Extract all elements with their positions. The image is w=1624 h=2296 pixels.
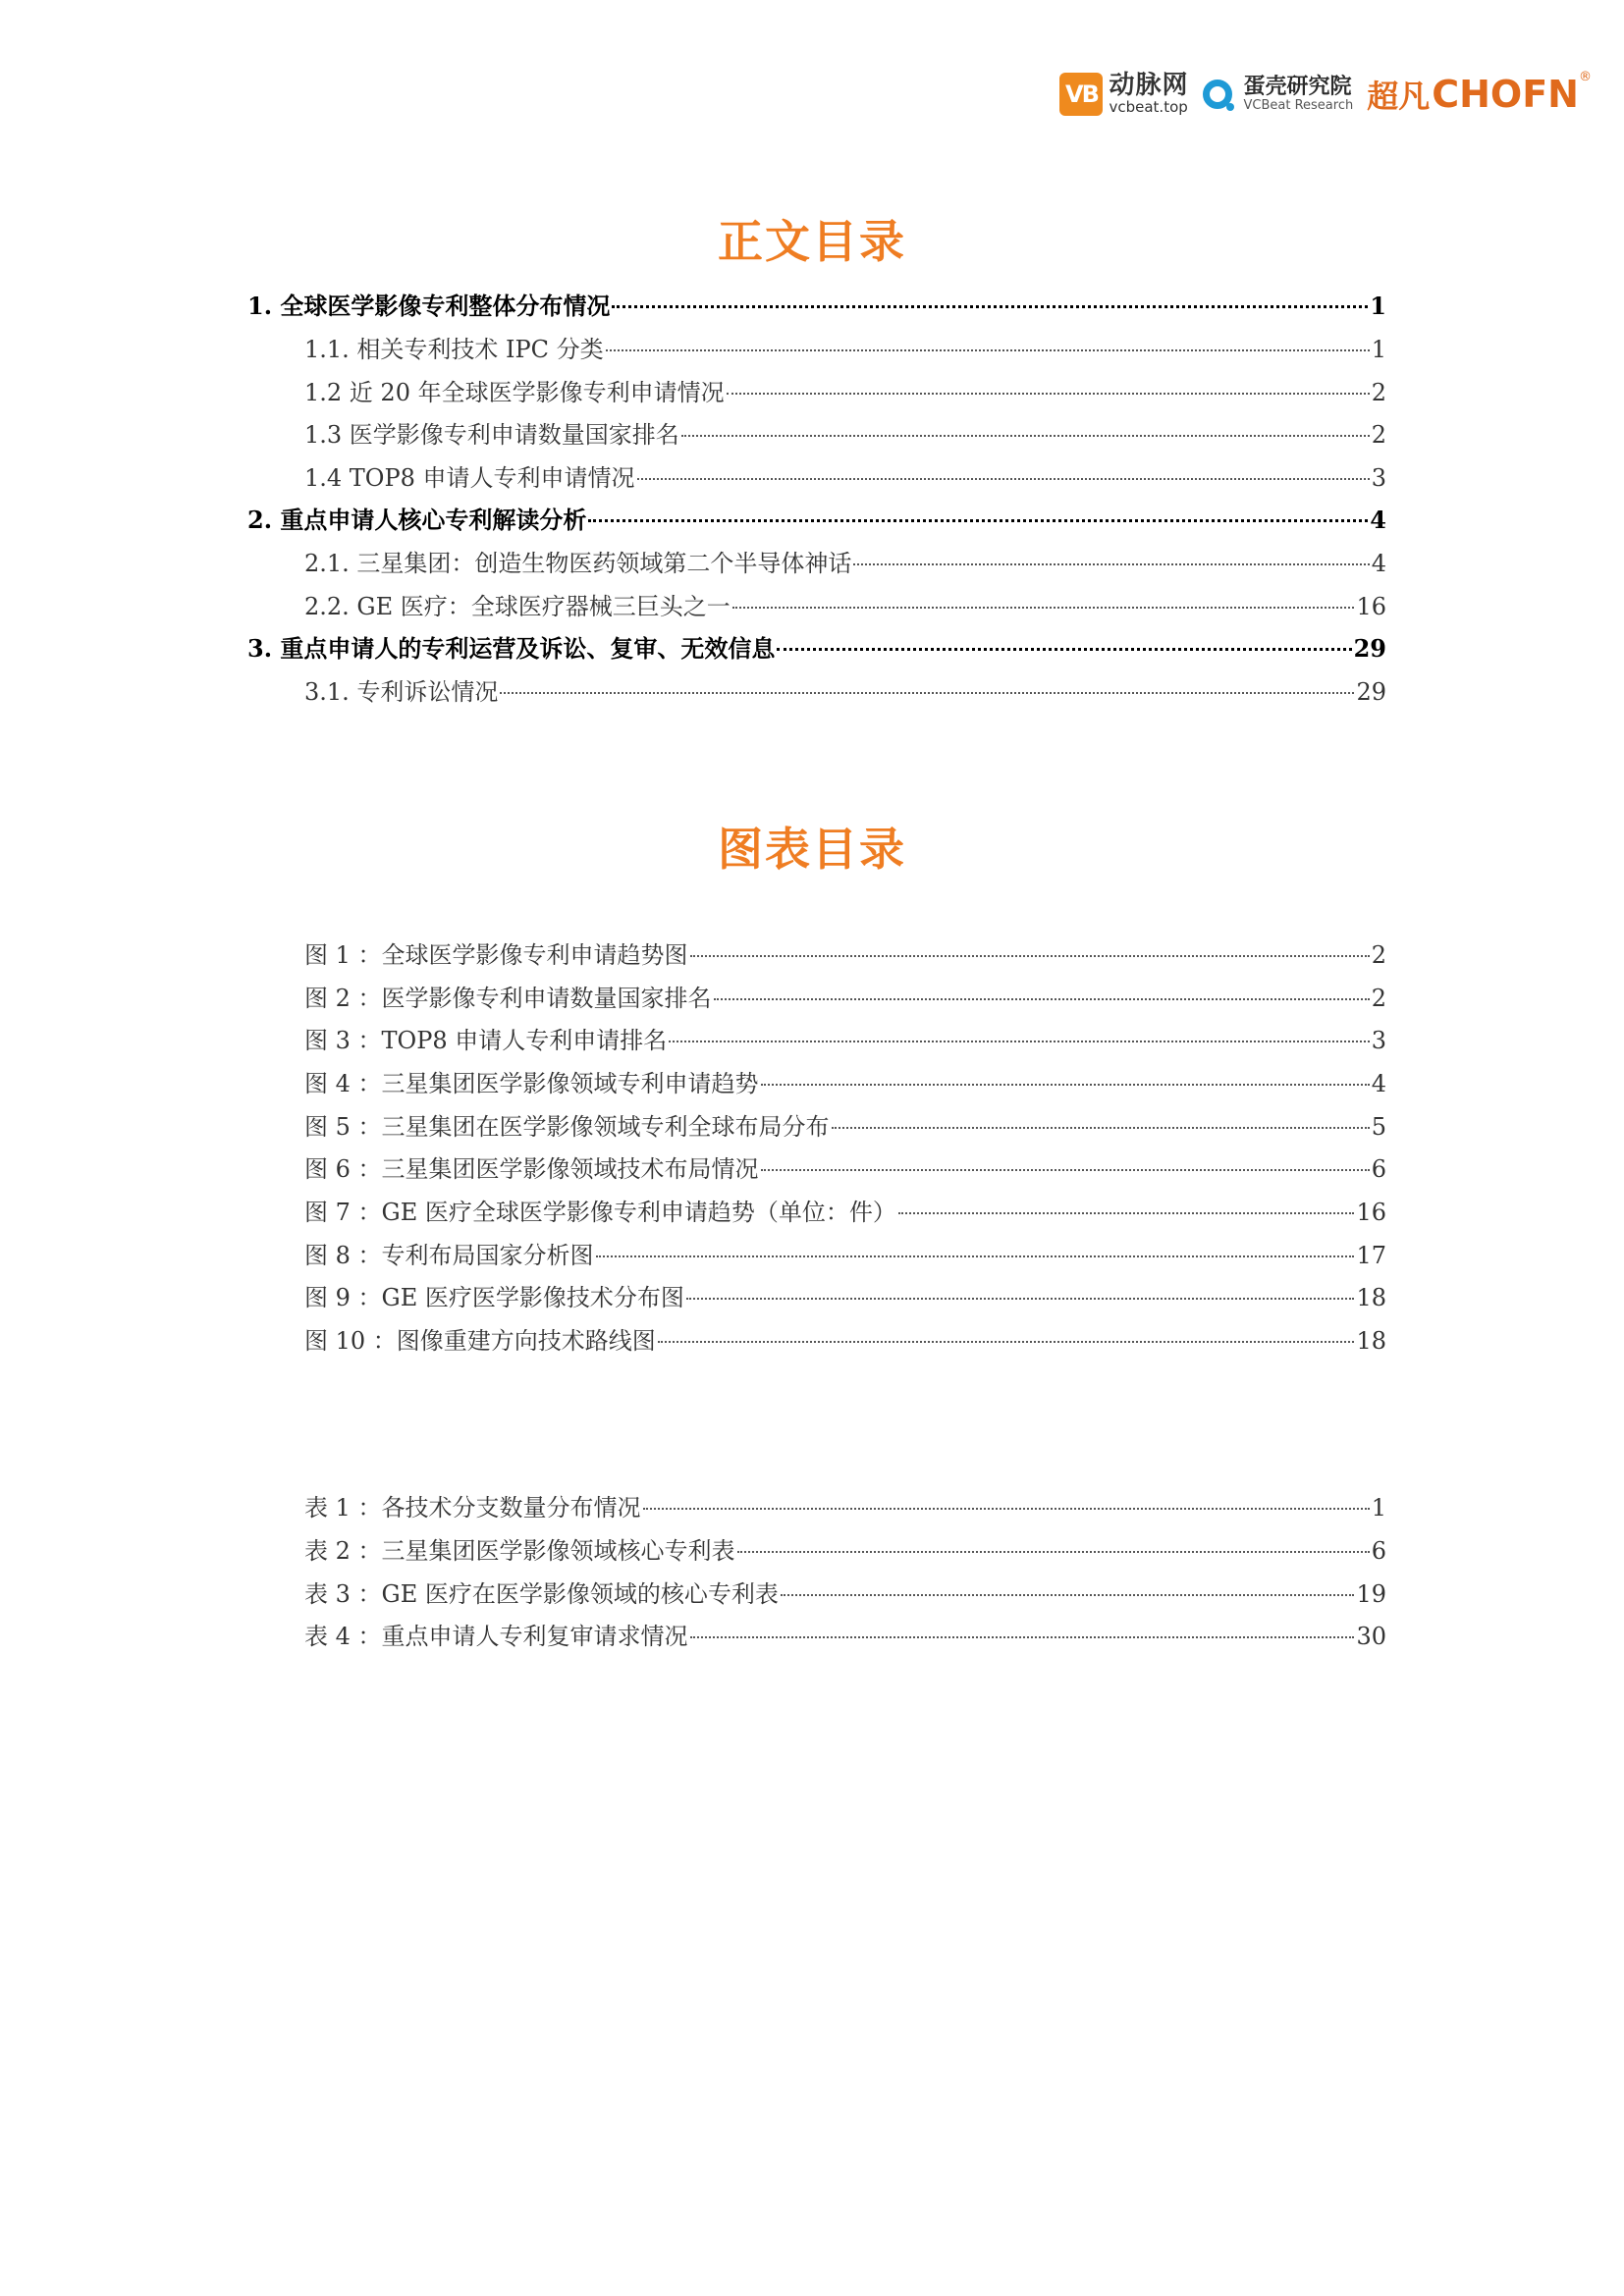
figure-entry-label: 图 9 ：GE 医疗医学影像技术分布图 xyxy=(304,1284,684,1311)
figure-entry[interactable] xyxy=(304,1321,1386,1361)
figure-entry-page: 18 xyxy=(1356,1284,1386,1311)
main-toc-title: 正文目录 xyxy=(718,215,906,268)
toc-entry[interactable] xyxy=(247,629,1386,668)
toc-entry-page: 2 xyxy=(1371,379,1386,406)
figure-entry[interactable] xyxy=(304,1064,1386,1103)
figure-entry-page: 2 xyxy=(1371,941,1386,969)
leader-dots xyxy=(690,955,1370,957)
toc-entry-page: 1 xyxy=(1370,292,1386,320)
figure-entry[interactable] xyxy=(304,979,1386,1018)
toc-entry[interactable] xyxy=(304,544,1386,583)
leader-dots xyxy=(832,1127,1370,1129)
toc-entry-label: 1.2 近 20 年全球医学影像专利申请情况 xyxy=(304,379,725,406)
leader-dots xyxy=(637,478,1370,480)
figure-entry-page: 16 xyxy=(1356,1199,1386,1226)
table-entry-page: 6 xyxy=(1371,1537,1386,1565)
chofn-name-cn: 超凡 xyxy=(1367,78,1431,115)
figure-entry[interactable] xyxy=(304,935,1386,975)
table-entry-label: 表 3 ：GE 医疗在医学影像领域的核心专利表 xyxy=(304,1580,779,1608)
leader-dots xyxy=(686,1298,1355,1300)
toc-entry-page: 4 xyxy=(1371,550,1386,577)
table-entry-label: 表 1 ：各技术分支数量分布情况 xyxy=(304,1494,641,1522)
leader-dots xyxy=(606,349,1370,351)
figure-toc-title: 图表目录 xyxy=(718,823,906,876)
toc-entry-label: 2.2. GE 医疗：全球医疗器械三巨头之一 xyxy=(304,593,731,620)
figure-entry-page: 17 xyxy=(1356,1242,1386,1269)
figure-entry-page: 3 xyxy=(1371,1027,1386,1054)
toc-entry-page: 2 xyxy=(1371,421,1386,449)
figure-entry[interactable] xyxy=(304,1193,1386,1232)
figure-entry-label: 图 3 ：TOP8 申请人专利申请排名 xyxy=(304,1027,668,1054)
table-entry-page: 1 xyxy=(1371,1494,1386,1522)
toc-entry-page: 3 xyxy=(1371,464,1386,492)
toc-entry[interactable] xyxy=(304,330,1386,369)
figure-entry-label: 图 8 ：专利布局国家分析图 xyxy=(304,1242,594,1269)
leader-dots xyxy=(853,563,1369,565)
research-name: 蛋壳研究院 xyxy=(1243,74,1352,99)
figure-entry[interactable] xyxy=(304,1107,1386,1147)
figure-entry-page: 4 xyxy=(1371,1070,1386,1097)
table-entry[interactable] xyxy=(304,1575,1386,1614)
figure-entry-label: 图 2 ：医学影像专利申请数量国家排名 xyxy=(304,985,712,1012)
toc-entry-label: 1.1. 相关专利技术 IPC 分类 xyxy=(304,336,604,363)
figure-entry-label: 图 1 ：全球医学影像专利申请趋势图 xyxy=(304,941,688,969)
leader-dots xyxy=(898,1212,1355,1214)
figure-entry-label: 图 6 ：三星集团医学影像领域技术布局情况 xyxy=(304,1155,759,1183)
figure-entry-label: 图 10 ：图像重建方向技术路线图 xyxy=(304,1327,656,1355)
toc-entry[interactable] xyxy=(304,415,1386,454)
toc-entry-label: 1. 全球医学影像专利整体分布情况 xyxy=(247,292,611,320)
leader-dots xyxy=(669,1041,1369,1042)
vcbeat-name: 动脉网 xyxy=(1109,71,1189,101)
leader-dots xyxy=(761,1169,1370,1171)
table-entry-label: 表 2 ：三星集团医学影像领域核心专利表 xyxy=(304,1537,735,1565)
leader-dots xyxy=(727,393,1370,395)
leader-dots xyxy=(500,692,1354,694)
toc-entry-page: 1 xyxy=(1371,336,1386,363)
figure-entry[interactable] xyxy=(304,1236,1386,1275)
leader-dots xyxy=(781,1594,1355,1596)
leader-dots xyxy=(761,1084,1370,1086)
vcbeat-url: vcbeat.top xyxy=(1109,97,1188,116)
leader-dots xyxy=(588,519,1368,522)
leader-dots xyxy=(612,305,1368,308)
vcbeat-research-logo xyxy=(1203,76,1354,113)
figure-entry[interactable] xyxy=(304,1149,1386,1189)
toc-entry[interactable] xyxy=(247,501,1386,540)
figure-entry-page: 5 xyxy=(1371,1113,1386,1141)
research-subtitle: VCBeat Research xyxy=(1243,97,1354,113)
figure-entry-label: 图 4 ：三星集团医学影像领域专利申请趋势 xyxy=(304,1070,759,1097)
toc-entry-label: 1.3 医学影像专利申请数量国家排名 xyxy=(304,421,679,449)
leader-dots xyxy=(658,1341,1355,1343)
leader-dots xyxy=(690,1636,1355,1638)
toc-entry[interactable] xyxy=(247,287,1386,326)
egg-icon xyxy=(1203,80,1232,109)
table-entry-page: 30 xyxy=(1356,1623,1386,1650)
leader-dots xyxy=(732,607,1355,609)
registered-mark: ® xyxy=(1579,70,1592,84)
toc-entry-page: 4 xyxy=(1370,506,1386,534)
figure-entry-label: 图 5 ：三星集团在医学影像领域专利全球布局分布 xyxy=(304,1113,830,1141)
leader-dots xyxy=(596,1255,1355,1257)
figure-entry-page: 6 xyxy=(1371,1155,1386,1183)
toc-entry-page: 29 xyxy=(1353,634,1386,663)
table-entry-page: 19 xyxy=(1356,1580,1386,1608)
toc-entry-label: 2.1. 三星集团：创造生物医药领域第二个半导体神话 xyxy=(304,550,852,577)
toc-entry-label: 1.4 TOP8 申请人专利申请情况 xyxy=(304,464,635,492)
toc-entry-label: 2. 重点申请人核心专利解读分析 xyxy=(247,506,587,534)
leader-dots xyxy=(643,1508,1370,1510)
leader-dots xyxy=(714,998,1370,1000)
toc-entry[interactable] xyxy=(304,458,1386,498)
table-entry[interactable] xyxy=(304,1531,1386,1571)
header-logos xyxy=(1046,65,1592,124)
figure-entry-label: 图 7 ：GE 医疗全球医学影像专利申请趋势（单位：件） xyxy=(304,1199,896,1226)
figure-entry-page: 18 xyxy=(1356,1327,1386,1355)
table-entry[interactable] xyxy=(304,1617,1386,1656)
leader-dots xyxy=(737,1551,1370,1553)
figure-entry-page: 2 xyxy=(1371,985,1386,1012)
toc-entry-label: 3. 重点申请人的专利运营及诉讼、复审、无效信息 xyxy=(247,634,776,663)
toc-entry-page: 29 xyxy=(1356,678,1386,706)
toc-entry[interactable] xyxy=(304,373,1386,412)
leader-dots xyxy=(681,435,1370,437)
chofn-logo xyxy=(1367,72,1592,117)
figure-entry[interactable] xyxy=(304,1278,1386,1317)
table-entry[interactable] xyxy=(304,1488,1386,1527)
vcbeat-logo xyxy=(1059,73,1188,116)
toc-entry[interactable] xyxy=(304,587,1386,626)
toc-entry-page: 16 xyxy=(1356,593,1386,620)
vcbeat-badge: VB xyxy=(1059,73,1103,116)
figure-entry[interactable] xyxy=(304,1021,1386,1060)
toc-entry[interactable] xyxy=(304,672,1386,712)
toc-entry-label: 3.1. 专利诉讼情况 xyxy=(304,678,499,706)
chofn-name-en: CHOFN xyxy=(1432,73,1579,116)
table-entry-label: 表 4 ：重点申请人专利复审请求情况 xyxy=(304,1623,688,1650)
leader-dots xyxy=(777,648,1351,651)
